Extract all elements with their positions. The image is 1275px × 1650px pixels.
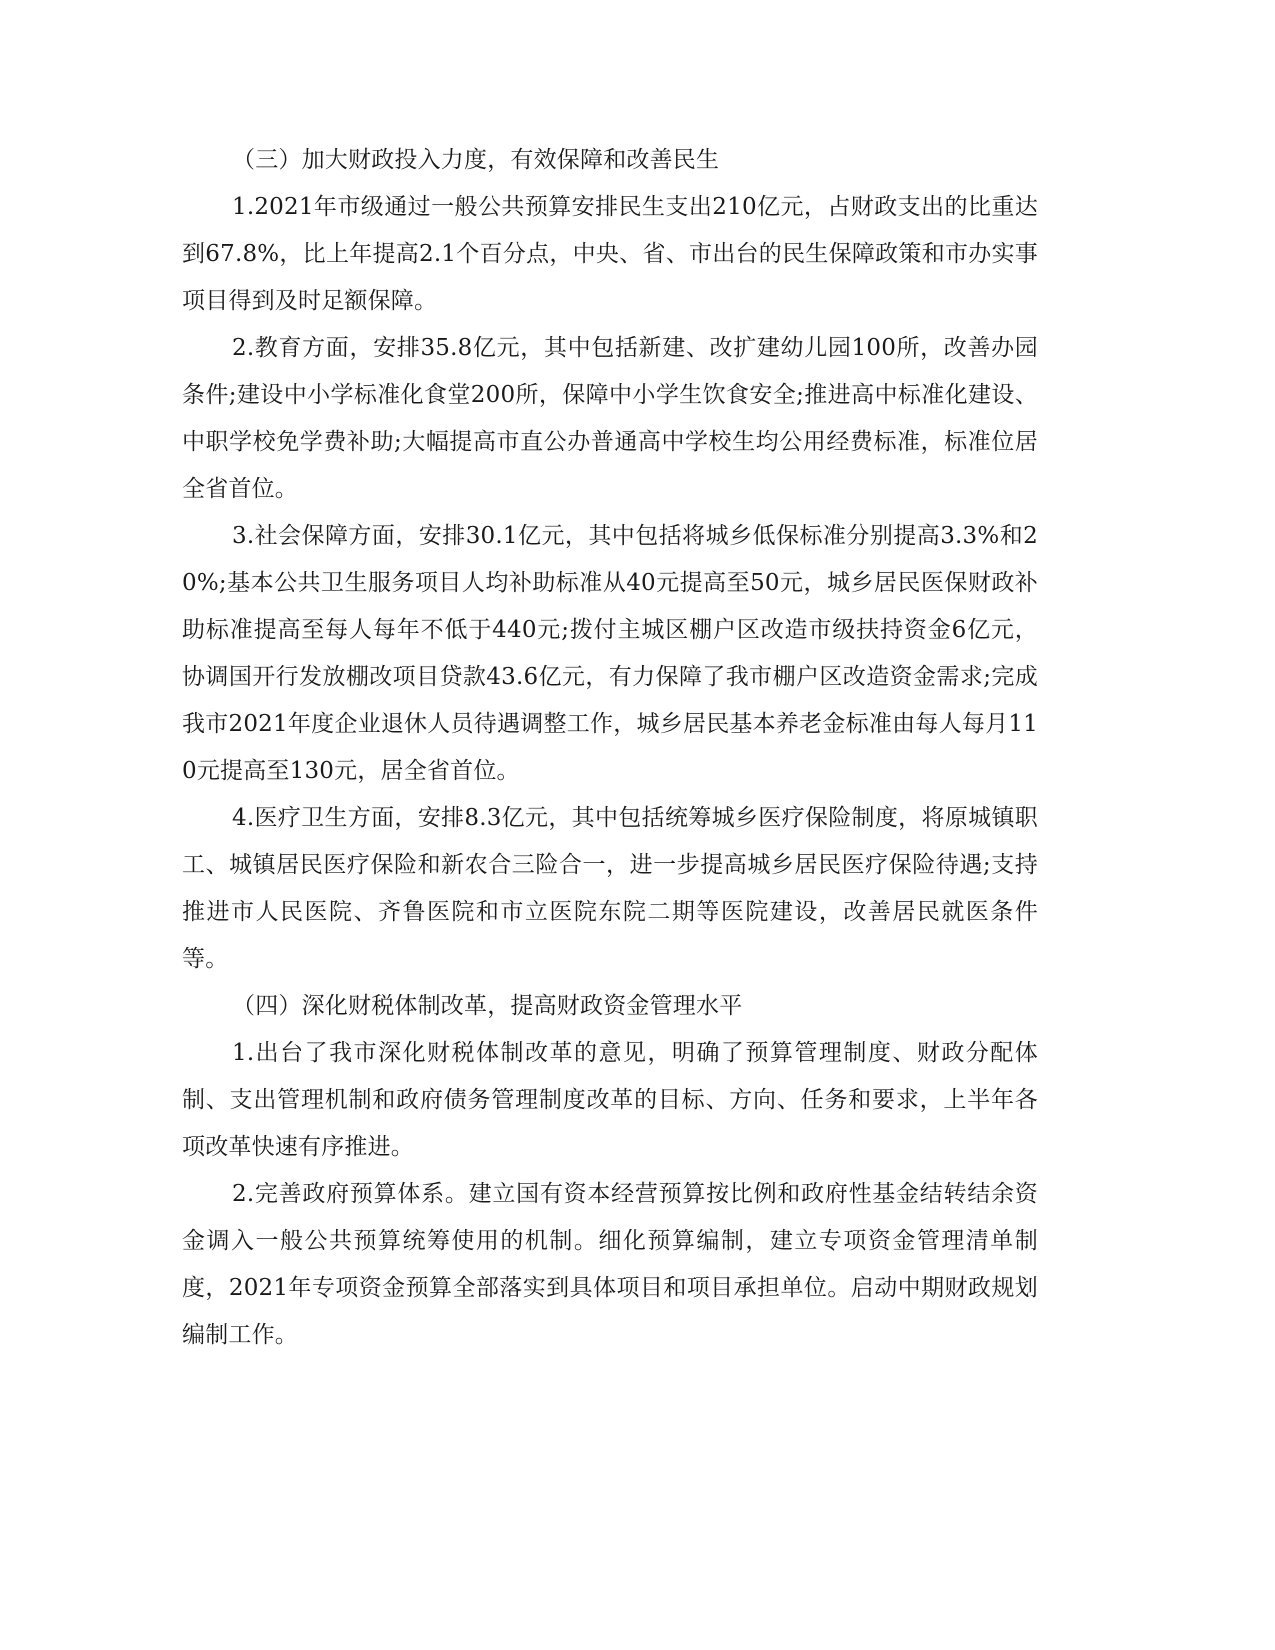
- paragraph-4-2: 2.完善政府预算体系。建立国有资本经营预算按比例和政府性基金结转结余资金调入一般公共预算统筹使用的机制。细化预算编制，建立专项资金管理清单制度，2021年专项资金预算全部落实到具体项目和项目承担单位。启动中期财政规划编制工作。: [182, 1181, 1038, 1348]
- paragraph-3-2: 2.教育方面，安排35.8亿元，其中包括新建、改扩建幼儿园100所，改善办园条件;建设中小学标准化食堂200所，保障中小学生饮食安全;推进高中标准化建设、中职学校免学费补助;大幅提高市直公办普通高中学校生均公用经费标准，标准位居全省首位。: [182, 335, 1038, 502]
- document-body: [182, 137, 1038, 1359]
- section-heading-4: （四）深化财税体制改革，提高财政资金管理水平: [232, 993, 743, 1019]
- paragraph-3-3: 3.社会保障方面，安排30.1亿元，其中包括将城乡低保标准分别提高3.3%和20%;基本公共卫生服务项目人均补助标准从40元提高至50元，城乡居民医保财政补助标准提高至每人每年不低于440元;拨付主城区棚户区改造市级扶持资金6亿元，协调国开行发放棚改项目贷款43.6亿元，有力保障了我市棚户区改造资金需求;完成我市2021年度企业退休人员待遇调整工作，城乡居民基本养老金标准由每人每月110元提高至130元，居全省首位。: [182, 523, 1038, 784]
- paragraph-4-1: 1.出台了我市深化财税体制改革的意见，明确了预算管理制度、财政分配体制、支出管理机制和政府债务管理制度改革的目标、方向、任务和要求，上半年各项改革快速有序推进。: [182, 1040, 1038, 1160]
- paragraph-3-1: 1.2021年市级通过一般公共预算安排民生支出210亿元，占财政支出的比重达到67.8%，比上年提高2.1个百分点，中央、省、市出台的民生保障政策和市办实事项目得到及时足额保障。: [182, 194, 1038, 314]
- paragraph-3-4: 4.医疗卫生方面，安排8.3亿元，其中包括统筹城乡医疗保险制度，将原城镇职工、城镇居民医疗保险和新农合三险合一，进一步提高城乡居民医疗保险待遇;支持推进市人民医院、齐鲁医院和市立医院东院二期等医院建设，改善居民就医条件等。: [182, 805, 1038, 972]
- section-heading-3: （三）加大财政投入力度，有效保障和改善民生: [232, 147, 720, 173]
